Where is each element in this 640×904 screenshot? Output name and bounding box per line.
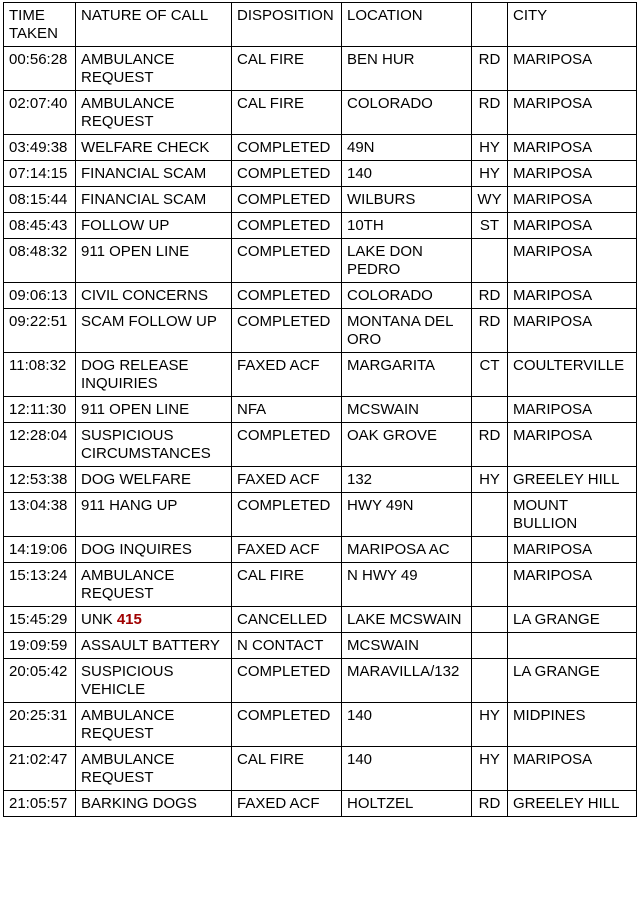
cell-city bbox=[508, 213, 637, 239]
table-row bbox=[4, 47, 637, 91]
cell-nature-text: 911 OPEN LINE bbox=[81, 401, 190, 418]
cell-location bbox=[342, 747, 472, 791]
call-code: 415 bbox=[116, 611, 142, 628]
cell-disposition-text: COMPLETED bbox=[237, 139, 331, 156]
table-row bbox=[4, 135, 637, 161]
cell-city-text: MARIPOSA bbox=[513, 51, 593, 68]
cell-time-text: 07:14:15 bbox=[9, 165, 68, 182]
cell-time bbox=[4, 607, 76, 633]
cell-nature-text: CIVIL CONCERNS bbox=[81, 287, 208, 304]
cell-nature-text: UNK bbox=[81, 611, 117, 628]
cell-disposition bbox=[232, 703, 342, 747]
cell-disposition-text: NFA bbox=[237, 401, 267, 418]
table-row bbox=[4, 283, 637, 309]
cell-location bbox=[342, 791, 472, 817]
cell-disposition-text: COMPLETED bbox=[237, 217, 331, 234]
cell-nature-text: 911 HANG UP bbox=[81, 497, 178, 514]
cell-disposition bbox=[232, 493, 342, 537]
cell-location bbox=[342, 537, 472, 563]
cell-nature bbox=[76, 563, 232, 607]
cell-location bbox=[342, 423, 472, 467]
cell-city-text: MARIPOSA bbox=[513, 95, 593, 112]
cell-nature bbox=[76, 135, 232, 161]
table-row bbox=[4, 467, 637, 493]
cell-time bbox=[4, 135, 76, 161]
cell-nature bbox=[76, 607, 232, 633]
cell-location-text: MCSWAIN bbox=[347, 401, 419, 418]
cell-nature-text: WELFARE CHECK bbox=[81, 139, 210, 156]
cell-disposition-text: COMPLETED bbox=[237, 287, 331, 304]
cell-location bbox=[342, 187, 472, 213]
cell-nature-text: ASSAULT BATTERY bbox=[81, 637, 220, 654]
cell-time bbox=[4, 353, 76, 397]
cell-disposition-text: COMPLETED bbox=[237, 707, 331, 724]
cell-location bbox=[342, 213, 472, 239]
cell-disposition bbox=[232, 353, 342, 397]
cell-nature-text: FINANCIAL SCAM bbox=[81, 165, 207, 182]
cell-time-text: 12:11:30 bbox=[9, 401, 67, 418]
cell-suffix bbox=[472, 607, 508, 633]
cell-suffix-text: WY bbox=[477, 191, 502, 208]
cell-suffix bbox=[472, 563, 508, 607]
cell-suffix bbox=[472, 283, 508, 309]
cell-city bbox=[508, 747, 637, 791]
cell-disposition-text: COMPLETED bbox=[237, 427, 331, 444]
cell-time-text: 21:05:57 bbox=[9, 795, 68, 812]
cell-suffix bbox=[472, 423, 508, 467]
cell-city bbox=[508, 239, 637, 283]
cell-city-text: MOUNT BULLION bbox=[513, 497, 578, 532]
cell-time bbox=[4, 423, 76, 467]
cell-city-text: MIDPINES bbox=[513, 707, 586, 724]
cell-time-text: 15:13:24 bbox=[9, 567, 68, 584]
cell-time bbox=[4, 283, 76, 309]
cell-time bbox=[4, 239, 76, 283]
cell-disposition-text: COMPLETED bbox=[237, 165, 331, 182]
cell-disposition-text: CANCELLED bbox=[237, 611, 328, 628]
cell-disposition-text: COMPLETED bbox=[237, 663, 331, 680]
cell-suffix bbox=[472, 47, 508, 91]
cell-disposition-text: FAXED ACF bbox=[237, 795, 320, 812]
cell-city-text: COULTERVILLE bbox=[513, 357, 625, 374]
cell-city-text: LA GRANGE bbox=[513, 663, 600, 680]
cell-city-text: MARIPOSA bbox=[513, 751, 593, 768]
cell-location bbox=[342, 563, 472, 607]
cell-nature bbox=[76, 47, 232, 91]
cell-suffix-text: HY bbox=[479, 707, 500, 724]
table-row bbox=[4, 239, 637, 283]
cell-suffix bbox=[472, 187, 508, 213]
cell-suffix bbox=[472, 161, 508, 187]
cell-suffix bbox=[472, 309, 508, 353]
header-disposition: DISPOSITION bbox=[232, 3, 342, 47]
cell-city bbox=[508, 309, 637, 353]
cell-city-text: MARIPOSA bbox=[513, 401, 593, 418]
cell-city-text: MARIPOSA bbox=[513, 217, 593, 234]
table-row bbox=[4, 563, 637, 607]
cell-disposition-text: CAL FIRE bbox=[237, 751, 304, 768]
cell-disposition-text: N CONTACT bbox=[237, 637, 324, 654]
cell-time-text: 09:06:13 bbox=[9, 287, 68, 304]
cell-location bbox=[342, 47, 472, 91]
cell-nature bbox=[76, 791, 232, 817]
cell-nature bbox=[76, 283, 232, 309]
cell-suffix bbox=[472, 397, 508, 423]
cell-city bbox=[508, 47, 637, 91]
cell-city bbox=[508, 633, 637, 659]
header-city: CITY bbox=[508, 3, 637, 47]
table-row bbox=[4, 747, 637, 791]
cell-nature-text: SUSPICIOUS CIRCUMSTANCES bbox=[81, 427, 211, 462]
cell-nature bbox=[76, 423, 232, 467]
cell-location-text: COLORADO bbox=[347, 95, 433, 112]
cell-disposition bbox=[232, 633, 342, 659]
cell-suffix bbox=[472, 537, 508, 563]
cell-nature bbox=[76, 703, 232, 747]
cell-location-text: OAK GROVE bbox=[347, 427, 438, 444]
cell-suffix bbox=[472, 703, 508, 747]
cell-time-text: 00:56:28 bbox=[9, 51, 68, 68]
cell-city-text: MARIPOSA bbox=[513, 541, 593, 558]
cell-time bbox=[4, 213, 76, 239]
cell-suffix-text: HY bbox=[479, 139, 500, 156]
cell-time bbox=[4, 397, 76, 423]
cell-time bbox=[4, 791, 76, 817]
cell-city bbox=[508, 659, 637, 703]
cell-suffix bbox=[472, 659, 508, 703]
cell-location-text: N HWY 49 bbox=[347, 567, 418, 584]
cell-time bbox=[4, 659, 76, 703]
cell-city-text: MARIPOSA bbox=[513, 287, 593, 304]
cell-nature bbox=[76, 659, 232, 703]
cell-location bbox=[342, 135, 472, 161]
cell-location bbox=[342, 633, 472, 659]
cell-location-text: 140 bbox=[347, 165, 373, 182]
cell-suffix bbox=[472, 353, 508, 397]
cell-city bbox=[508, 791, 637, 817]
cell-time-text: 12:28:04 bbox=[9, 427, 68, 444]
cell-location bbox=[342, 493, 472, 537]
cell-disposition bbox=[232, 537, 342, 563]
cell-disposition-text: COMPLETED bbox=[237, 313, 331, 330]
cell-location-text: MARGARITA bbox=[347, 357, 436, 374]
cell-suffix-text: CT bbox=[479, 357, 500, 374]
cell-city bbox=[508, 607, 637, 633]
cell-location-text: 140 bbox=[347, 751, 373, 768]
cell-city bbox=[508, 537, 637, 563]
cell-suffix bbox=[472, 493, 508, 537]
cell-location-text: HWY 49N bbox=[347, 497, 414, 514]
table-row bbox=[4, 187, 637, 213]
cell-city-text: MARIPOSA bbox=[513, 243, 593, 260]
cell-suffix-text: HY bbox=[479, 751, 500, 768]
cell-location-text: 49N bbox=[347, 139, 375, 156]
cell-location bbox=[342, 161, 472, 187]
cell-city bbox=[508, 467, 637, 493]
cell-disposition-text: COMPLETED bbox=[237, 191, 331, 208]
cell-nature bbox=[76, 537, 232, 563]
cell-suffix bbox=[472, 467, 508, 493]
cell-time-text: 09:22:51 bbox=[9, 313, 68, 330]
header-nature: NATURE OF CALL bbox=[76, 3, 232, 47]
cell-city bbox=[508, 187, 637, 213]
cell-disposition-text: FAXED ACF bbox=[237, 541, 320, 558]
cell-disposition bbox=[232, 239, 342, 283]
cell-nature-text: 911 OPEN LINE bbox=[81, 243, 190, 260]
cell-location bbox=[342, 239, 472, 283]
table-row bbox=[4, 791, 637, 817]
cell-location-text: MONTANA DEL ORO bbox=[347, 313, 453, 348]
cell-city-text: GREELEY HILL bbox=[513, 795, 620, 812]
cell-nature bbox=[76, 493, 232, 537]
cell-city-text: MARIPOSA bbox=[513, 567, 593, 584]
cell-time bbox=[4, 493, 76, 537]
cell-time bbox=[4, 633, 76, 659]
table-row bbox=[4, 607, 637, 633]
cell-disposition-text: FAXED ACF bbox=[237, 471, 320, 488]
cell-city-text: MARIPOSA bbox=[513, 165, 593, 182]
cell-nature-text: AMBULANCE REQUEST bbox=[81, 751, 175, 786]
cell-nature-text: AMBULANCE REQUEST bbox=[81, 567, 175, 602]
table-row bbox=[4, 213, 637, 239]
cell-time bbox=[4, 91, 76, 135]
cell-time-text: 08:45:43 bbox=[9, 217, 68, 234]
cell-time-text: 02:07:40 bbox=[9, 95, 68, 112]
cell-suffix bbox=[472, 135, 508, 161]
cell-location-text: MARIPOSA AC bbox=[347, 541, 450, 558]
table-row bbox=[4, 91, 637, 135]
cell-disposition bbox=[232, 161, 342, 187]
cell-time-text: 03:49:38 bbox=[9, 139, 68, 156]
cell-location-text: 10TH bbox=[347, 217, 384, 234]
cell-location bbox=[342, 91, 472, 135]
cell-disposition bbox=[232, 213, 342, 239]
cell-location-text: COLORADO bbox=[347, 287, 433, 304]
cell-disposition bbox=[232, 283, 342, 309]
cell-nature-text: SCAM FOLLOW UP bbox=[81, 313, 217, 330]
cell-disposition-text: CAL FIRE bbox=[237, 51, 304, 68]
cell-location bbox=[342, 397, 472, 423]
cell-nature bbox=[76, 91, 232, 135]
cell-city bbox=[508, 397, 637, 423]
cell-suffix-text: HY bbox=[479, 165, 500, 182]
table-row bbox=[4, 633, 637, 659]
cell-location-text: MCSWAIN bbox=[347, 637, 419, 654]
cell-city bbox=[508, 161, 637, 187]
cell-disposition bbox=[232, 791, 342, 817]
cell-location bbox=[342, 607, 472, 633]
cell-time bbox=[4, 47, 76, 91]
cell-suffix bbox=[472, 213, 508, 239]
header-location: LOCATION bbox=[342, 3, 472, 47]
cell-disposition bbox=[232, 659, 342, 703]
cell-nature-text: BARKING DOGS bbox=[81, 795, 197, 812]
cell-time bbox=[4, 747, 76, 791]
cell-disposition bbox=[232, 309, 342, 353]
cell-nature bbox=[76, 239, 232, 283]
cell-time-text: 20:25:31 bbox=[9, 707, 68, 724]
cell-disposition bbox=[232, 607, 342, 633]
cell-nature-text: AMBULANCE REQUEST bbox=[81, 51, 175, 86]
cell-time bbox=[4, 537, 76, 563]
cell-city-text: MARIPOSA bbox=[513, 191, 593, 208]
cell-disposition-text: COMPLETED bbox=[237, 497, 331, 514]
cell-time bbox=[4, 309, 76, 353]
cell-disposition bbox=[232, 563, 342, 607]
cell-city bbox=[508, 423, 637, 467]
cell-time-text: 20:05:42 bbox=[9, 663, 68, 680]
cell-time bbox=[4, 467, 76, 493]
cell-disposition-text: CAL FIRE bbox=[237, 567, 304, 584]
cell-time-text: 15:45:29 bbox=[9, 611, 68, 628]
cell-suffix-text: ST bbox=[479, 217, 500, 234]
cell-suffix-text: RD bbox=[478, 427, 501, 444]
cell-time bbox=[4, 563, 76, 607]
cell-nature-text: FINANCIAL SCAM bbox=[81, 191, 207, 208]
table-row bbox=[4, 703, 637, 747]
call-log-table bbox=[3, 2, 637, 817]
cell-suffix-text: RD bbox=[478, 287, 501, 304]
header-suffix bbox=[472, 3, 508, 47]
cell-location-text: WILBURS bbox=[347, 191, 416, 208]
cell-nature bbox=[76, 213, 232, 239]
cell-nature bbox=[76, 309, 232, 353]
cell-disposition bbox=[232, 747, 342, 791]
cell-disposition bbox=[232, 467, 342, 493]
cell-suffix-text: RD bbox=[478, 95, 501, 112]
cell-suffix-text: RD bbox=[478, 795, 501, 812]
cell-disposition bbox=[232, 187, 342, 213]
cell-nature-text: DOG RELEASE INQUIRIES bbox=[81, 357, 189, 392]
cell-suffix bbox=[472, 633, 508, 659]
cell-suffix-text: RD bbox=[478, 51, 501, 68]
cell-disposition-text: CAL FIRE bbox=[237, 95, 304, 112]
cell-time-text: 21:02:47 bbox=[9, 751, 68, 768]
cell-disposition-text: FAXED ACF bbox=[237, 357, 320, 374]
cell-suffix bbox=[472, 91, 508, 135]
table-row bbox=[4, 309, 637, 353]
cell-nature-text: DOG INQUIRES bbox=[81, 541, 192, 558]
cell-location bbox=[342, 467, 472, 493]
cell-nature-text: SUSPICIOUS VEHICLE bbox=[81, 663, 174, 698]
cell-time bbox=[4, 703, 76, 747]
cell-city bbox=[508, 91, 637, 135]
cell-time bbox=[4, 161, 76, 187]
cell-time-text: 11:08:32 bbox=[9, 357, 67, 374]
cell-time-text: 08:15:44 bbox=[9, 191, 68, 208]
cell-location bbox=[342, 659, 472, 703]
cell-city-text: MARIPOSA bbox=[513, 313, 593, 330]
cell-time-text: 13:04:38 bbox=[9, 497, 68, 514]
cell-time bbox=[4, 187, 76, 213]
cell-time-text: 08:48:32 bbox=[9, 243, 68, 260]
cell-suffix-text: RD bbox=[478, 313, 501, 330]
cell-suffix bbox=[472, 791, 508, 817]
cell-disposition bbox=[232, 91, 342, 135]
cell-nature bbox=[76, 353, 232, 397]
cell-city-text: LA GRANGE bbox=[513, 611, 600, 628]
cell-time-text: 19:09:59 bbox=[9, 637, 68, 654]
cell-disposition-text: COMPLETED bbox=[237, 243, 331, 260]
cell-location-text: BEN HUR bbox=[347, 51, 415, 68]
cell-city-text: GREELEY HILL bbox=[513, 471, 620, 488]
cell-location bbox=[342, 703, 472, 747]
cell-nature-text: AMBULANCE REQUEST bbox=[81, 707, 175, 742]
cell-city bbox=[508, 563, 637, 607]
cell-nature bbox=[76, 747, 232, 791]
cell-location bbox=[342, 309, 472, 353]
cell-nature-text: DOG WELFARE bbox=[81, 471, 192, 488]
cell-location-text: LAKE DON PEDRO bbox=[347, 243, 423, 278]
table-row bbox=[4, 353, 637, 397]
table-row bbox=[4, 493, 637, 537]
cell-city bbox=[508, 353, 637, 397]
cell-city-text: MARIPOSA bbox=[513, 427, 593, 444]
cell-suffix-text: HY bbox=[479, 471, 500, 488]
cell-time-text: 12:53:38 bbox=[9, 471, 68, 488]
cell-nature bbox=[76, 397, 232, 423]
cell-city-text: MARIPOSA bbox=[513, 139, 593, 156]
cell-location-text: 140 bbox=[347, 707, 373, 724]
cell-nature bbox=[76, 161, 232, 187]
table-row bbox=[4, 397, 637, 423]
table-row bbox=[4, 659, 637, 703]
cell-disposition bbox=[232, 397, 342, 423]
cell-nature bbox=[76, 187, 232, 213]
cell-city bbox=[508, 135, 637, 161]
cell-disposition bbox=[232, 423, 342, 467]
table-row bbox=[4, 423, 637, 467]
cell-suffix bbox=[472, 747, 508, 791]
cell-disposition bbox=[232, 135, 342, 161]
cell-location bbox=[342, 353, 472, 397]
cell-suffix bbox=[472, 239, 508, 283]
cell-nature-text: AMBULANCE REQUEST bbox=[81, 95, 175, 130]
header-row bbox=[4, 3, 637, 47]
cell-location bbox=[342, 283, 472, 309]
cell-nature bbox=[76, 467, 232, 493]
cell-nature bbox=[76, 633, 232, 659]
table-row bbox=[4, 161, 637, 187]
cell-disposition bbox=[232, 47, 342, 91]
cell-city bbox=[508, 493, 637, 537]
cell-time-text: 14:19:06 bbox=[9, 541, 68, 558]
cell-city bbox=[508, 283, 637, 309]
cell-location-text: LAKE MCSWAIN bbox=[347, 611, 462, 628]
cell-location-text: 132 bbox=[347, 471, 373, 488]
cell-location-text: MARAVILLA/132 bbox=[347, 663, 460, 680]
cell-city bbox=[508, 703, 637, 747]
table-row bbox=[4, 537, 637, 563]
cell-nature-text: FOLLOW UP bbox=[81, 217, 170, 234]
header-time: TIME TAKEN bbox=[4, 3, 76, 47]
cell-location-text: HOLTZEL bbox=[347, 795, 414, 812]
